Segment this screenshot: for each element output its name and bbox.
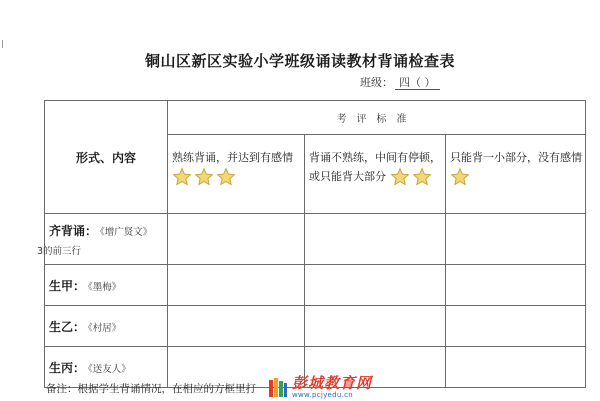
criterion-1-text: 熟练背诵，并达到有感情: [172, 151, 293, 164]
item-text: 《送友人》: [88, 363, 131, 375]
item-name: 生甲：: [49, 278, 86, 293]
footnote: 备注：根据学生背诵情况，在相应的方框里打: [46, 383, 256, 395]
star-icon: [412, 167, 432, 187]
item-name: 生乙：: [49, 319, 86, 334]
item-name: 齐背诵：: [49, 223, 98, 238]
score-box[interactable]: [446, 347, 586, 388]
criterion-2-stars: [390, 167, 434, 187]
table-row: [45, 214, 586, 265]
item-text: 《墨梅》: [88, 281, 122, 293]
criterion-3-stars: [450, 167, 472, 187]
watermark: [268, 374, 372, 401]
score-box[interactable]: [168, 214, 305, 265]
score-box[interactable]: [305, 214, 446, 265]
criterion-3-text: 只能背一小部分，没有感情: [450, 151, 582, 164]
score-box[interactable]: [446, 306, 586, 347]
item-text: 《村居》: [88, 322, 122, 334]
item-cell: [37, 214, 168, 265]
criteria-header: 考评标准: [168, 101, 586, 135]
score-box[interactable]: [168, 306, 305, 347]
star-icon: [390, 167, 410, 187]
table-row: [45, 306, 586, 347]
star-icon: [450, 167, 470, 187]
star-icon: [172, 167, 192, 187]
item-text-continued: 3的前三行: [37, 245, 82, 257]
score-box[interactable]: [305, 265, 446, 306]
criterion-1-stars: [172, 167, 238, 187]
criterion-2-text: 背诵不熟练，中间有停顿，或只能背大部分: [309, 151, 441, 183]
criterion-2: [305, 135, 446, 214]
edge-mark: [2, 40, 3, 48]
criterion-1: [168, 135, 305, 214]
score-box[interactable]: [168, 265, 305, 306]
item-cell: [45, 306, 168, 347]
star-icon: [194, 167, 214, 187]
document-title: 铜山区新区实验小学班级诵读教材背诵检查表: [144, 52, 455, 70]
form-content-header: 形式、内容: [45, 101, 168, 214]
score-box[interactable]: [305, 306, 446, 347]
criterion-3: [446, 135, 586, 214]
table-row: [45, 265, 586, 306]
book-logo-icon: [268, 377, 288, 399]
class-line: [360, 74, 440, 90]
class-label: 班级：: [360, 76, 393, 89]
score-box[interactable]: [446, 265, 586, 306]
star-icon: [216, 167, 236, 187]
class-value: 四（ ）: [395, 76, 440, 90]
item-cell: [45, 265, 168, 306]
score-box[interactable]: [446, 214, 586, 265]
watermark-url: www.pcjyedu.cn: [292, 391, 354, 399]
item-text: 《增广贤文》: [100, 226, 153, 238]
watermark-name: 彭城教育网: [292, 374, 373, 392]
check-table: [37, 100, 586, 388]
item-name: 生丙：: [49, 360, 86, 375]
